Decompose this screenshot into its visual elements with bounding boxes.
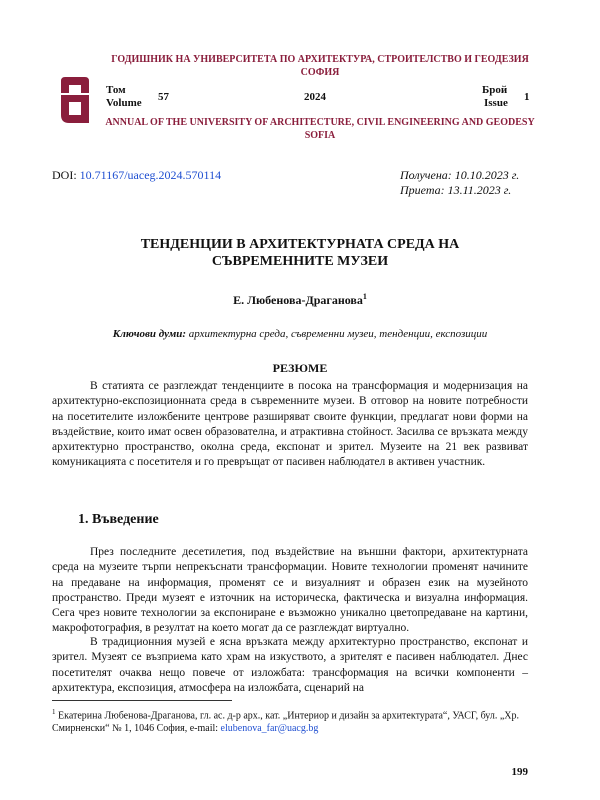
issue-label-bg: Брой [482,84,508,96]
title-line-1: ТЕНДЕНЦИИ В АРХИТЕКТУРНАТА СРЕДА НА [140,237,460,252]
issue-year: 2024 [304,91,326,103]
footnote [52,706,528,735]
received-date: Получена: 10.10.2023 г. [400,168,520,182]
keywords-label: Ключови думи: [112,328,187,340]
section-heading-introduction: 1. Въведение [78,512,159,527]
doi-line [52,168,221,182]
abstract-paragraph: В статията се разглеждат тенденциите в посока на трансформация и модернизация на архитектурно-експозиционната среда в съвременните музеи. В отговор на новите потребности на посетителите изложбените центрове разширяват своите функции, предлагат нови форми на въздействие, които имат освен образователна, и атрактивна стойност. Засилва се връзката между архитектурно пространство, околна среда, експонат и зрител. Музеите на 21 век развиват комуникацията с посетителя и го превръщат от пасивен наблюдател в активен участник. [52,380,528,469]
intro-paragraph-2: В традиционния музей е ясна връзката между архитектурно пространство, експонат и зрител. Музеят се възприема като храм на изкуството, а зрителят е пасивен наблюдател. Днес посетителят очаква нещо повече от изложбата: трансформация на всички компоненти – архитектура, експозиция, атмосфера на изложбата, сценарий на [52,636,528,694]
abstract-heading: РЕЗЮМЕ [272,361,328,375]
footnote-divider [52,700,232,701]
accepted-date: Приета: 13.11.2023 г. [400,183,512,197]
keywords-line [60,328,540,340]
author-line [60,292,540,308]
footnote-text: Екатерина Любенова-Драганова, гл. ас. д-р арх., кат. „Интериор и дизайн за архитектурата“, УАСГ, бул. „Хр. Смирненски“ № 1, 1046 София, e-mail: [52,710,519,735]
volume-label-en: Volume [106,97,142,109]
university-logo-icon [57,73,93,127]
doi-link[interactable]: 10.71167/uaceg.2024.570114 [79,168,222,182]
volume-number: 57 [158,91,169,103]
footnote-mark: 1 [52,708,56,716]
title-line-2: СЪВРЕМЕННИТЕ МУЗЕИ [211,254,389,269]
issue-label-en: Issue [484,97,508,109]
doi-label: DOI: [52,168,80,182]
journal-title-bg: ГОДИШНИК НА УНИВЕРСИТЕТА ПО АРХИТЕКТУРА, СТРОИТЕЛСТВО И ГЕОДЕЗИЯ СОФИЯ [111,54,529,78]
journal-title-en: ANNUAL OF THE UNIVERSITY OF ARCHITECTURE, CIVIL ENGINEERING AND GEODESY SOFIA [105,117,535,141]
keywords-text: архитектурна среда, съвременни музеи, тенденции, експозиции [186,328,488,340]
author-footnote-mark: 1 [362,292,367,301]
author-name: Е. Любенова-Драганова [233,293,363,307]
intro-paragraph-1: През последните десетилетия, под въздействие на външни фактори, архитектурната среда на музеите търпи непрекъснати трансформации. Новите технологии променят начините на предаване на информация, променят се и визуалният и образен език на музейното пространство. Преди музеят е източник на историческа, фактическа и визуална информация. Сега чрез новите технологии за експониране е възможно уникално цветопредаване на картини, макрофотография, в резултат на което могат да се разглеждат виртуално. [52,546,528,635]
volume-label-bg: Том [106,84,126,96]
page-number: 199 [511,766,528,778]
article-title [60,236,540,270]
issue-number: 1 [524,91,530,103]
author-email-link[interactable]: elubenova_far@uacg.bg [220,723,319,735]
